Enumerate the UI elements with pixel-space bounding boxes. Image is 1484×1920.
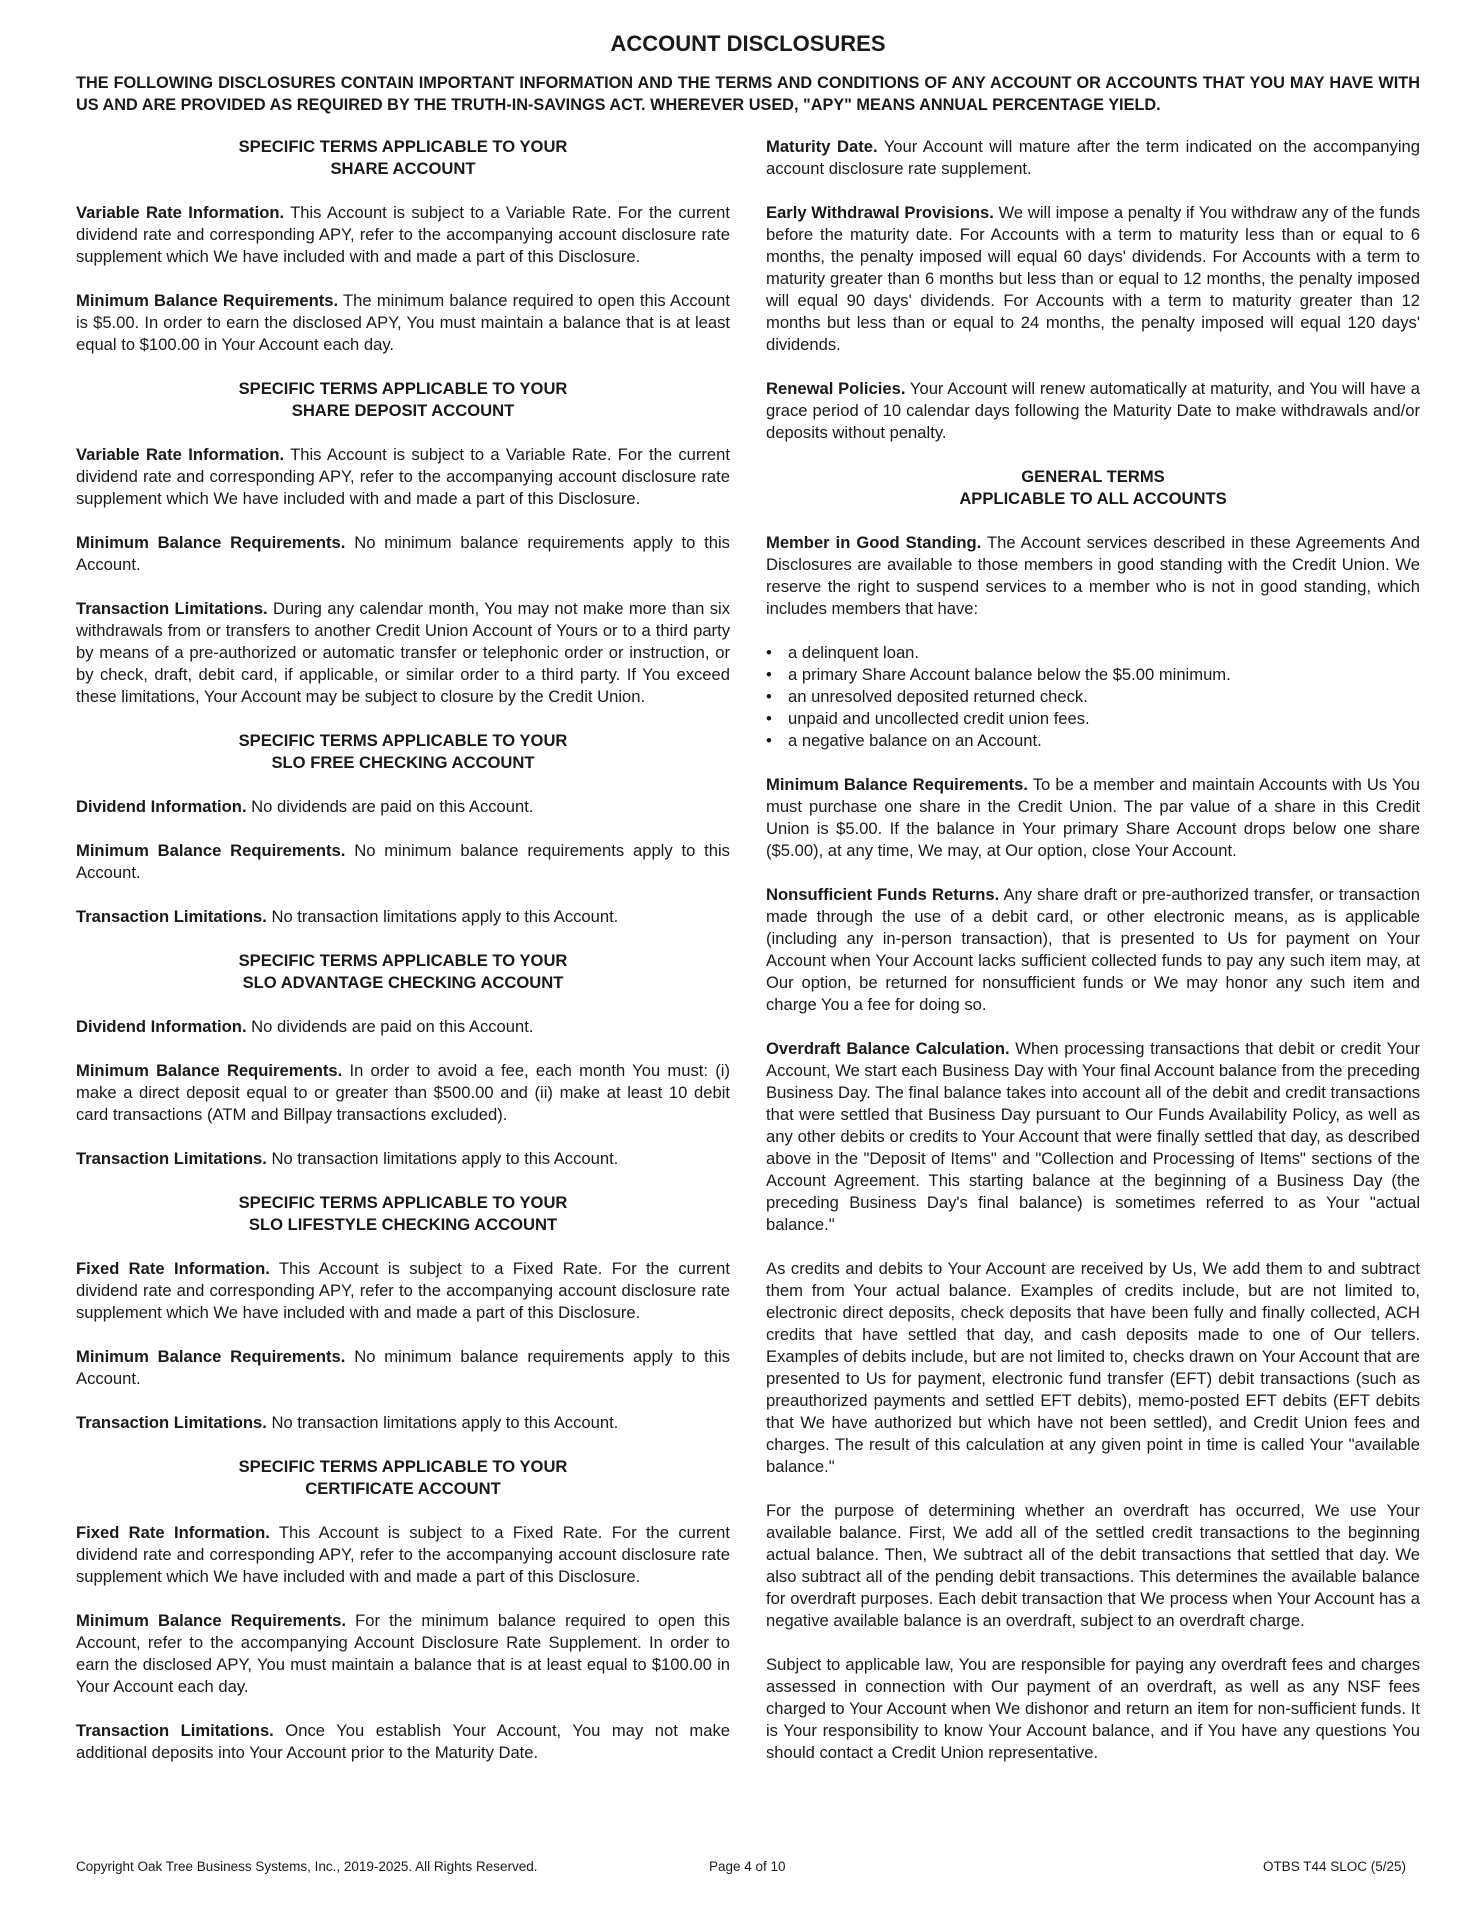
term-label: Minimum Balance Requirements. — [76, 1347, 346, 1366]
term-text: No transaction limitations apply to this Account. — [266, 1149, 619, 1168]
heading-line: CERTIFICATE ACCOUNT — [305, 1479, 501, 1498]
copyright-text: Copyright Oak Tree Business Systems, Inc., 2019-2025. All Rights Reserved. — [76, 1859, 538, 1874]
term-label: Overdraft Balance Calculation. — [766, 1039, 1010, 1058]
term-text: No minimum balance requirements apply to this Account. — [76, 1347, 730, 1388]
term-text: No minimum balance requirements apply to this Account. — [76, 533, 730, 574]
term-label: Minimum Balance Requirements. — [76, 841, 346, 860]
paragraph — [76, 1522, 730, 1588]
heading-line: APPLICABLE TO ALL ACCOUNTS — [959, 489, 1227, 508]
term-label: Minimum Balance Requirements. — [76, 1061, 343, 1080]
term-text: Your Account will mature after the term indicated on the accompanying account disclosure rate supplement. — [766, 137, 1420, 178]
heading-line: SPECIFIC TERMS APPLICABLE TO YOUR — [238, 731, 568, 750]
term-text: Any share draft or pre-authorized transfer, or transaction made through the use of a debit card, or other electronic means, as is applicable (including any in-person transaction), that is presented to Us for payment on Your Account when Your Account lacks sufficient collected funds to pay any such item may, at Our option, be returned for nonsufficient funds or We may honor any such item and charge You a fee for doing so. — [766, 885, 1421, 1014]
list-item: • a delinquent loan. — [766, 642, 1420, 664]
term-text: The Account services described in these Agreements And Disclosures are available to those members in good standing with the Credit Union. We reserve the right to suspend services to a member who is not in good standing, which includes members that have: — [766, 533, 1421, 618]
paragraph — [76, 840, 730, 884]
paragraph — [76, 532, 730, 576]
paragraph — [76, 202, 730, 268]
heading-line: SLO LIFESTYLE CHECKING ACCOUNT — [248, 1215, 558, 1234]
term-text: This Account is subject to a Fixed Rate. For the current dividend rate and corresponding APY, refer to the accompanying account disclosure rate supplement which We have included with and made a part of this Disclosure. — [76, 1259, 730, 1322]
paragraph — [76, 1148, 730, 1170]
term-text: During any calendar month, You may not make more than six withdrawals from or transfers to another Credit Union Account of Yours or to a third party by means of a pre-authorized or automatic transfer or telephonic order or instruction, or by check, draft, debit card, if applicable, or similar order to a third party. If You exceed these limitations, Your Account may be subject to closure by the Credit Union. — [76, 599, 730, 706]
paragraph — [766, 532, 1420, 620]
heading-line: SPECIFIC TERMS APPLICABLE TO YOUR — [238, 137, 568, 156]
left-column — [76, 136, 730, 1786]
term-text: This Account is subject to a Variable Rate. For the current dividend rate and corresponding APY, refer to the accompanying account disclosure rate supplement which We have included with and made a part of this Disclosure. — [76, 203, 730, 266]
paragraph: Subject to applicable law, You are responsible for paying any overdraft fees and charges assessed in connection with Our payment of an overdraft, as well as any NSF fees charged to Your Account when We dishonor and return an item for non-sufficient funds. It is Your responsibility to know Your Account balance, and if You have any questions You should contact a Credit Union representative. — [766, 1655, 1420, 1762]
term-text: This Account is subject to a Fixed Rate. For the current dividend rate and corresponding APY, refer to the accompanying account disclosure rate supplement which We have included with and made a part of this Disclosure. — [76, 1523, 730, 1586]
term-label: Variable Rate Information. — [76, 445, 285, 464]
term-text: Your Account will renew automatically at maturity, and You will have a grace period of 10 calendar days following the Maturity Date to make withdrawals and/or deposits without penalty. — [766, 379, 1420, 442]
term-label: Transaction Limitations. — [76, 599, 268, 618]
term-text: Once You establish Your Account, You may not make additional deposits into Your Account prior to the Maturity Date. — [76, 1721, 730, 1762]
heading-line: SPECIFIC TERMS APPLICABLE TO YOUR — [238, 379, 568, 398]
heading-line: SPECIFIC TERMS APPLICABLE TO YOUR — [238, 1193, 568, 1212]
heading-line: SPECIFIC TERMS APPLICABLE TO YOUR — [238, 1457, 568, 1476]
term-label: Fixed Rate Information. — [76, 1259, 270, 1278]
term-label: Nonsufficient Funds Returns. — [766, 885, 1000, 904]
term-text: We will impose a penalty if You withdraw any of the funds before the maturity date. For Accounts with a term to maturity less than or equal to 6 months, the penalty imposed will equal 60 days' dividends. For Accounts with a term to maturity greater than 6 months but less than or equal to 12 months, the penalty imposed will equal 90 days' dividends. For Accounts with a term to maturity greater than 12 months but less than or equal to 24 months, the penalty imposed will equal 120 days' dividends. — [766, 203, 1421, 354]
good-standing-list — [766, 642, 1420, 752]
general-terms-heading — [766, 466, 1420, 510]
term-label: Dividend Information. — [76, 1017, 247, 1036]
term-label: Variable Rate Information. — [76, 203, 285, 222]
term-label: Minimum Balance Requirements. — [766, 775, 1028, 794]
list-item: • a primary Share Account balance below the $5.00 minimum. — [766, 664, 1420, 686]
form-id: OTBS T44 SLOC (5/25) — [1262, 1859, 1406, 1874]
term-label: Minimum Balance Requirements. — [76, 533, 346, 552]
page-title: ACCOUNT DISCLOSURES — [610, 31, 886, 56]
term-text: No dividends are paid on this Account. — [246, 797, 534, 816]
term-label: Fixed Rate Information. — [76, 1523, 270, 1542]
paragraph — [76, 1016, 730, 1038]
share-deposit-heading — [76, 378, 730, 422]
paragraph — [766, 1038, 1420, 1236]
paragraph — [76, 1412, 730, 1434]
heading-line: SHARE DEPOSIT ACCOUNT — [291, 401, 515, 420]
term-label: Transaction Limitations. — [76, 907, 267, 926]
paragraph — [76, 1060, 730, 1126]
two-column-body — [76, 136, 1420, 1786]
share-account-heading — [76, 136, 730, 180]
heading-line: SHARE ACCOUNT — [330, 159, 476, 178]
document-page — [76, 30, 1420, 1786]
term-label: Minimum Balance Requirements. — [76, 1611, 347, 1630]
free-checking-heading — [76, 730, 730, 774]
term-text: No minimum balance requirements apply to this Account. — [76, 841, 730, 882]
paragraph: As credits and debits to Your Account are received by Us, We add them to and subtract them from Your actual balance. Examples of credits include, but are not limited to, electronic direct deposits, check deposits that have been fully and finally collected, ACH credits that have settled that day, and cash deposits made to one of Our tellers. Examples of debits include, but are not limited to, checks drawn on Your Account that are presented to Us for payment, electronic fund transfer (EFT) debit transactions (such as preauthorized payments and settled EFT debits), memo-posted EFT debits (EFT debits that We have authorized but which have not been settled), and Credit Union fees and charges. The result of this calculation at any given point in time is called Your "available balance." — [766, 1259, 1420, 1476]
term-label: Maturity Date. — [766, 137, 878, 156]
heading-line: GENERAL TERMS — [1021, 467, 1165, 486]
paragraph — [76, 796, 730, 818]
term-text: No transaction limitations apply to this Account. — [266, 1413, 619, 1432]
right-column — [766, 136, 1420, 1786]
paragraph — [766, 884, 1420, 1016]
term-label: Early Withdrawal Provisions. — [766, 203, 994, 222]
term-label: Transaction Limitations. — [76, 1413, 267, 1432]
term-text: This Account is subject to a Variable Rate. For the current dividend rate and corresponding APY, refer to the accompanying account disclosure rate supplement which We have included with and made a part of this Disclosure. — [76, 445, 730, 508]
term-text: For the minimum balance required to open this Account, refer to the accompanying Account Disclosure Rate Supplement. In order to earn the disclosed APY, You must maintain a balance that is at least equal to $100.00 in Your Account each day. — [76, 1611, 730, 1696]
paragraph — [76, 1258, 730, 1324]
lifestyle-checking-heading — [76, 1192, 730, 1236]
paragraph — [766, 378, 1420, 444]
term-label: Minimum Balance Requirements. — [76, 291, 339, 310]
heading-line: SLO ADVANTAGE CHECKING ACCOUNT — [242, 973, 564, 992]
list-item: • a negative balance on an Account. — [766, 730, 1420, 752]
paragraph — [766, 136, 1420, 180]
intro-paragraph: THE FOLLOWING DISCLOSURES CONTAIN IMPORTANT INFORMATION AND THE TERMS AND CONDITIONS OF ANY ACCOUNT OR ACCOUNTS THAT YOU MAY HAVE WITH US AND ARE PROVIDED AS REQUIRED BY THE TRUTH-IN-SAVINGS ACT. WHEREVER USED, "APY" MEANS ANNUAL PERCENTAGE YIELD. — [76, 74, 1420, 114]
paragraph: For the purpose of determining whether an overdraft has occurred, We use Your available balance. First, We add all of the settled credit transactions to the beginning actual balance. Then, We subtract all of the debit transactions that settled that day. We also subtract all of the pending debit transactions. This determines the available balance for overdraft purposes. Each debit transaction that We process when Your Account has a negative available balance is an overdraft, subject to an overdraft charge. — [766, 1501, 1420, 1630]
term-label: Renewal Policies. — [766, 379, 906, 398]
term-label: Dividend Information. — [76, 797, 247, 816]
paragraph — [76, 1720, 730, 1764]
paragraph — [76, 1610, 730, 1698]
page-number: Page 4 of 10 — [709, 1859, 786, 1874]
list-item: • unpaid and uncollected credit union fees. — [766, 708, 1420, 730]
heading-line: SPECIFIC TERMS APPLICABLE TO YOUR — [238, 951, 568, 970]
term-text: No transaction limitations apply to this Account. — [266, 907, 619, 926]
certificate-heading — [76, 1456, 730, 1500]
paragraph — [76, 906, 730, 928]
term-text: When processing transactions that debit or credit Your Account, We start each Business Day with Your final Account balance from the preceding Business Day. The final balance takes into account all of the debit and credit transactions that were settled that Business Day pursuant to Our Funds Availability Policy, as well as any other debits or credits to Your Account that were finally settled that day, as described above in the "Deposit of Items" and "Collection and Processing of Items" sections of the Account Agreement. This starting balance at the beginning of a Business Day (the preceding Business Day's final balance) is sometimes referred to as Your "actual balance." — [766, 1039, 1420, 1234]
paragraph — [766, 202, 1420, 356]
paragraph — [76, 444, 730, 510]
paragraph — [766, 774, 1420, 862]
paragraph — [76, 290, 730, 356]
list-item: • an unresolved deposited returned check. — [766, 686, 1420, 708]
heading-line: SLO FREE CHECKING ACCOUNT — [271, 753, 535, 772]
term-text: No dividends are paid on this Account. — [246, 1017, 534, 1036]
advantage-checking-heading — [76, 950, 730, 994]
term-label: Transaction Limitations. — [76, 1149, 267, 1168]
term-label: Member in Good Standing. — [766, 533, 982, 552]
paragraph — [76, 598, 730, 708]
term-text: In order to avoid a fee, each month You must: (i) make a direct deposit equal to or greater than $500.00 and (ii) make at least 10 debit card transactions (ATM and Billpay transactions excluded). — [76, 1061, 730, 1124]
term-text: To be a member and maintain Accounts with Us You must purchase one share in the Credit Union. The par value of a share in this Credit Union is $5.00. If the balance in Your primary Share Account drops below one share ($5.00), at any time, We may, at Our option, close Your Account. — [766, 775, 1420, 860]
term-label: Transaction Limitations. — [76, 1721, 274, 1740]
term-text: The minimum balance required to open this Account is $5.00. In order to earn the disclosed APY, You must maintain a balance that is at least equal to $100.00 in Your Account each day. — [76, 291, 730, 354]
paragraph — [76, 1346, 730, 1390]
